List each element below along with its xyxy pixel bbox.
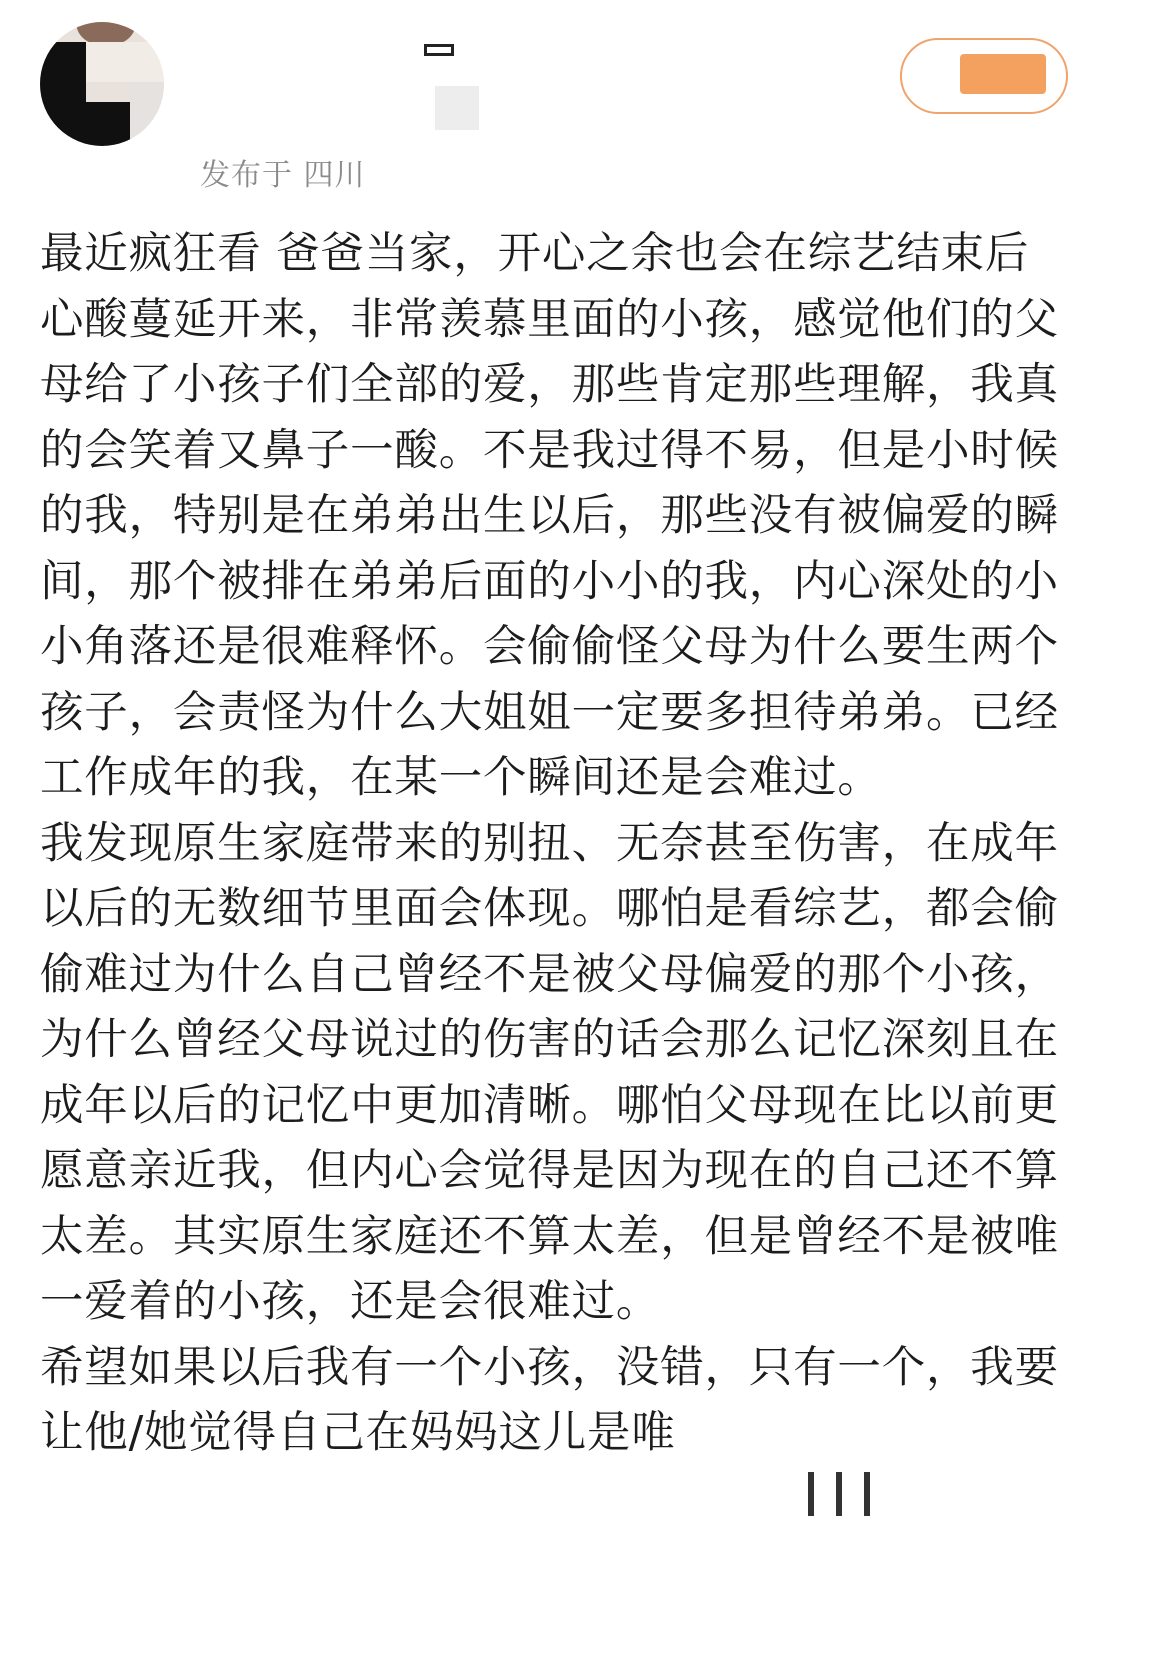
avatar-mosaic [40,102,130,146]
follow-button[interactable] [900,38,1068,114]
username-mask [435,86,479,130]
avatar-mosaic [40,42,86,102]
username-redacted [424,44,454,56]
post-paragraph: 最近疯狂看 爸爸当家，开心之余也会在综艺结束后心酸蔓延开来，非常羡慕里面的小孩，感觉他们的父母给了小孩子们全部的爱，那些肯定那些理解，我真的会笑着又鼻子一酸。不是我过得不易，但是小时候的我，特别是在弟弟出生以后，那些没有被偏爱的瞬间，那个被排在弟弟后面的小小的我，内心深处的小小角落还是很难释怀。会偷偷怪父母为什么要生两个孩子，会责怪为什么大姐姐一定要多担待弟弟。已经工作成年的我，在某一个瞬间还是会难过。 [40,229,1059,803]
text-truncation-fade [740,1456,1170,1526]
post-paragraph: 我发现原生家庭带来的别扭、无奈甚至伤害，在成年以后的无数细节里面会体现。哪怕是看综艺，都会偷偷难过为什么自己曾经不是被父母偏爱的那个小孩，为什么曾经父母说过的伤害的话会那么记忆深刻且在成年以后的记忆中更加清晰。哪怕父母现在比以前更愿意亲近我，但内心会觉得是因为现在的自己还不算太差。其实原生家庭还不算太差，但是曾经不是被唯一爱着的小孩，还是会很难过。 [40,818,1059,1327]
avatar-hair [76,22,136,44]
post-location: 发布于 四川 [200,158,366,188]
text-fragment [836,1472,842,1516]
post-body [40,222,1060,1652]
post-header [0,0,1170,200]
follow-button-redacted [960,54,1046,94]
avatar-mosaic [86,42,164,82]
avatar-mosaic [130,82,164,146]
post-paragraph: 希望如果以后我有一个小孩，没错，只有一个，我要让他/她觉得自己在妈妈这儿是唯 [40,1342,1059,1458]
text-fragment [864,1472,870,1516]
avatar[interactable] [40,22,164,146]
truncated-text-remnant [808,1472,870,1516]
text-fragment [808,1472,814,1516]
